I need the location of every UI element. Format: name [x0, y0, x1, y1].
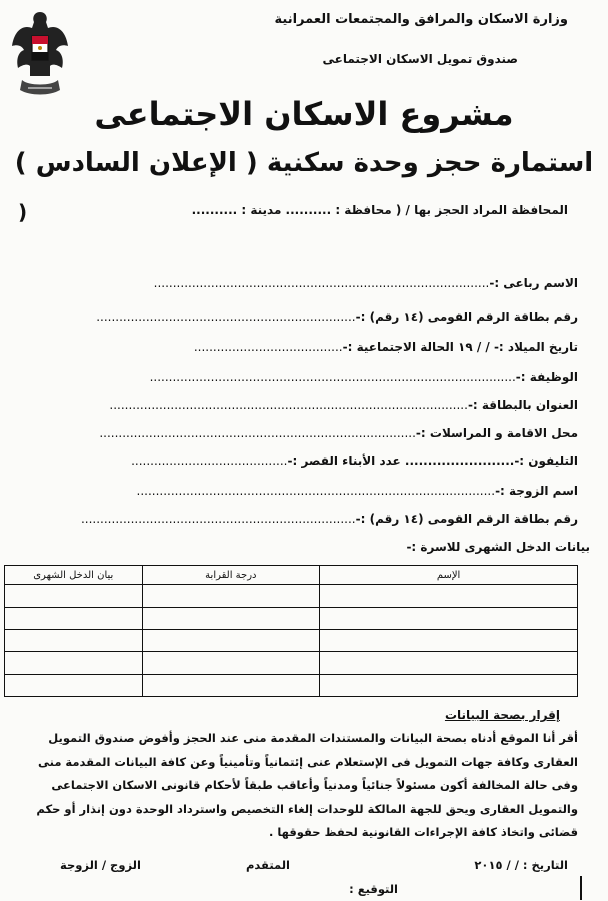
field-dots: ........................................................................................ — [153, 276, 490, 290]
field-wife-national-id[interactable] — [81, 512, 578, 526]
column-header-relation: درجة القرابة — [142, 566, 320, 585]
page-title: مشروع الاسكان الاجتماعى — [94, 95, 514, 133]
field-label: الوظيفة :- — [515, 370, 578, 384]
table-row — [5, 674, 578, 696]
declaration-text: أقر أنا الموقع أدناه بصحة البيانات والمستندات المقدمة منى عند الحجز وأفوض صندوق التمويل العقارى وكافة جهات التمويل فى الإستعلام عنى إئتمانياً وتأمينياً وعن كافة البيانات المقدمة منى وفى حالة المخالفة أكون مسئولاً جنائياً ومدنياً وأعاقب طبقاً لأحكام قانونى الاسكان الاجتماعى والتمويل العقارى ويحق للجهة المالكة للوحدات إلغاء التخصيص واسترداد الوحدة دون إنذار أو حكم قضائى واتخاذ كافة الإجراءات القانونية لحفظ حقوقها . — [36, 731, 578, 839]
closing-parenthesis: ) — [18, 200, 28, 224]
field-label: العنوان بالبطاقة :- — [467, 398, 578, 412]
field-dots: ................................................................................................ — [149, 370, 516, 384]
table-cell[interactable] — [142, 585, 320, 607]
field-dots: ........................................................................ — [80, 512, 356, 526]
table-cell[interactable] — [5, 607, 143, 629]
table-row — [5, 652, 578, 674]
table-row — [5, 629, 578, 651]
table-cell[interactable] — [142, 652, 320, 674]
table-cell[interactable] — [5, 674, 143, 696]
table-cell[interactable] — [320, 585, 578, 607]
field-dots: ....................................... — [193, 340, 343, 354]
field-label: محل الاقامة و المراسلات :- — [415, 426, 578, 440]
field-residence[interactable] — [99, 426, 578, 440]
field-label: اسم الزوجة :- — [495, 484, 578, 498]
table-cell[interactable] — [320, 629, 578, 651]
field-birth-date-marital[interactable] — [194, 340, 578, 354]
ministry-name: وزارة الاسكان والمرافق والمجتمعات العمرانية — [274, 12, 568, 27]
field-job[interactable] — [150, 370, 578, 384]
fund-name: صندوق تمويل الاسكان الاجتماعى — [322, 52, 518, 66]
field-dots: ......................................... — [131, 454, 288, 468]
table-cell[interactable] — [5, 585, 143, 607]
applicant-label: المتقدم — [245, 858, 290, 872]
table-cell[interactable] — [5, 652, 143, 674]
table-cell[interactable] — [320, 652, 578, 674]
field-dots: .............................................................................................. — [136, 484, 496, 498]
table-cell[interactable] — [5, 629, 143, 651]
signature-field[interactable]: التوقيع : — [349, 882, 398, 896]
field-wife-name[interactable] — [137, 484, 579, 498]
table-cell[interactable] — [320, 674, 578, 696]
field-dots: ................................................................................... — [99, 426, 416, 440]
spouse-label: الزوج / الزوجة — [60, 858, 141, 872]
egypt-eagle-emblem-icon — [8, 6, 72, 102]
date-field[interactable]: التاريخ : / / ٢٠١٥ — [474, 858, 568, 872]
table-cell[interactable] — [142, 629, 320, 651]
governorate-line[interactable]: المحافظة المراد الحجز بها / ( محافظة : .......... مدينة : .......... — [191, 203, 568, 217]
field-label: رقم بطاقة الرقم القومى (١٤ رقم) :- — [355, 310, 578, 324]
field-label: رقم بطاقة الرقم القومى (١٤ رقم) :- — [355, 512, 578, 526]
field-national-id[interactable] — [96, 310, 578, 324]
income-table — [4, 565, 578, 697]
field-phone-children[interactable] — [131, 454, 578, 468]
field-dots: .............................................................................................. — [109, 398, 468, 412]
field-income-heading — [406, 540, 590, 554]
table-cell[interactable] — [142, 674, 320, 696]
table-row — [5, 607, 578, 629]
form-subtitle: استمارة حجز وحدة سكنية ( الإعلان السادس ) — [14, 148, 594, 178]
column-header-income: بيان الدخل الشهرى — [5, 566, 143, 585]
field-full-name[interactable] — [154, 276, 578, 290]
table-row — [5, 585, 578, 607]
field-id-address[interactable] — [109, 398, 578, 412]
field-dots: .................................................................... — [96, 310, 356, 324]
field-label: الاسم رباعى :- — [489, 276, 578, 290]
table-header-row — [5, 566, 578, 585]
field-label: تاريخ الميلاد :- / / ١٩ الحالة الاجتماعية :- — [342, 340, 578, 354]
field-label: بيانات الدخل الشهرى للاسرة :- — [406, 540, 590, 554]
declaration-title: إقرار بصحة البيانات — [444, 708, 560, 722]
field-label: التليفون :-........................ عدد الأبناء القصر :- — [287, 454, 578, 468]
table-cell[interactable] — [320, 607, 578, 629]
column-header-name: الإسم — [320, 566, 578, 585]
table-cell[interactable] — [142, 607, 320, 629]
page-edge-bracket — [580, 876, 585, 900]
